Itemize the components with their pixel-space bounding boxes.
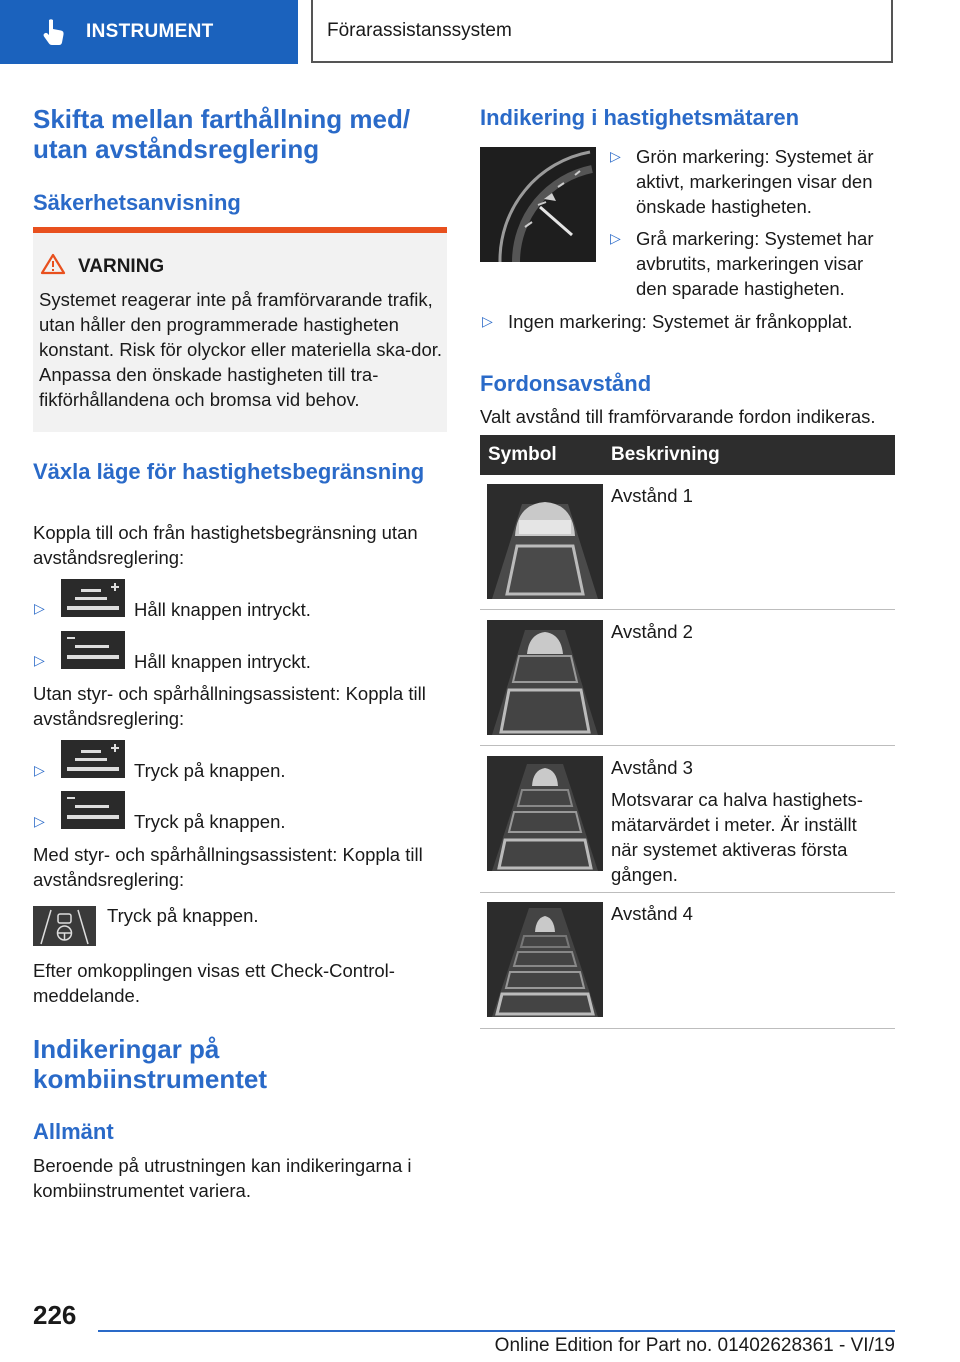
table-row-divider [480,1028,895,1029]
distance-4-image [487,902,603,1017]
bullet-triangle-icon: ▷ [34,813,45,829]
page-number: 226 [33,1300,77,1330]
speedo-item-green: Grön markering: Systemet är aktivt, markeringen visar den önskade hastigheten. [636,146,874,217]
distance-3-label: Avstånd 3 [611,757,693,778]
distance-4-label: Avstånd 4 [611,903,693,924]
bullet-triangle-icon: ▷ [482,313,493,329]
warning-text: Systemet reagerar inte på framförvarande trafik, utan håller den programmerade hastigheten konstant. Risk för olyckor eller materiella ska-dor. Anpassa den önskade hastigheten till tra-fikförhållandena och bromsa vid behov. [39,289,443,410]
speedometer-image [480,147,596,262]
footer-rule [98,1330,895,1332]
speedo-item-grey: Grå markering: Systemet har avbrutits, markeringen visar den sparade hastigheten. [636,228,874,299]
distance-2-image [487,620,603,735]
bullet-triangle-icon: ▷ [34,762,45,778]
switch-intro: Koppla till och från hastighetsbegränsning utan avståndsreglering: [33,522,418,568]
indicators-heading: Indikeringar på kombiinstrumentet [33,1034,268,1094]
column-symbol: Symbol [488,444,557,465]
with-assist-text: Med styr- och spårhållningsassistent: Koppla till avståndsreglering: [33,844,423,890]
warning-title: VARNING [78,256,165,277]
switch-heading: Växla läge för hastighetsbegränsning [33,459,425,484]
speed-limit-minus-button-icon [61,631,125,669]
steering-assist-button-icon [33,906,96,946]
bullet-triangle-icon: ▷ [34,652,45,668]
column-description: Beskrivning [611,444,720,465]
distance-3-note: Motsvarar ca halva hastighets-mätarvärdet i meter. Är inställt när systemet aktiveras första gången. [611,789,863,885]
step-a2: Håll knappen intryckt. [134,651,311,672]
step-b1: Tryck på knappen. [134,760,286,781]
after-switch-text: Efter omkopplingen visas ett Check-Control-meddelande. [33,960,395,1006]
distance-2-label: Avstånd 2 [611,621,693,642]
speedo-none: Ingen markering: Systemet är frånkopplat. [508,311,853,332]
bullet-triangle-icon: ▷ [610,230,621,246]
edition-text: Online Edition for Part no. 01402628361 - VI/19 [494,1335,895,1356]
distance-intro: Valt avstånd till framförvarande fordon indikeras. [480,406,876,427]
speed-limit-plus-button-icon [61,579,125,617]
bullet-triangle-icon: ▷ [34,600,45,616]
distance-3-image [487,756,603,871]
step-b2: Tryck på knappen. [134,811,286,832]
general-text: Beroende på utrustningen kan indikeringarna i kombiinstrumentet variera. [33,1155,412,1201]
table-row-divider [480,892,895,893]
table-row-divider [480,745,895,746]
safety-heading: Säkerhetsanvisning [33,190,241,215]
table-header [480,435,895,475]
bullet-triangle-icon: ▷ [610,148,621,164]
distance-minus-button-icon [61,791,125,829]
without-assist-text: Utan styr- och spårhållningsassistent: Koppla till avståndsreglering: [33,683,426,729]
step-c: Tryck på knappen. [107,905,259,926]
hand-pointer-icon [38,17,68,47]
table-row-divider [480,609,895,610]
warning-triangle-icon [40,253,66,275]
general-heading: Allmänt [33,1119,114,1144]
distance-1-image [487,484,603,599]
step-a1: Håll knappen intryckt. [134,599,311,620]
section-label: INSTRUMENT [86,21,214,42]
distance-1-label: Avstånd 1 [611,485,693,506]
speedo-heading: Indikering i hastighetsmätaren [480,105,800,130]
chapter-title: Förarassistanssystem [311,0,893,63]
distance-heading: Fordonsavstånd [480,371,652,396]
distance-plus-button-icon [61,740,125,778]
page-title: Skifta mellan farthållning med/ utan avståndsreglering [33,104,411,164]
section-tab[interactable] [0,0,298,64]
